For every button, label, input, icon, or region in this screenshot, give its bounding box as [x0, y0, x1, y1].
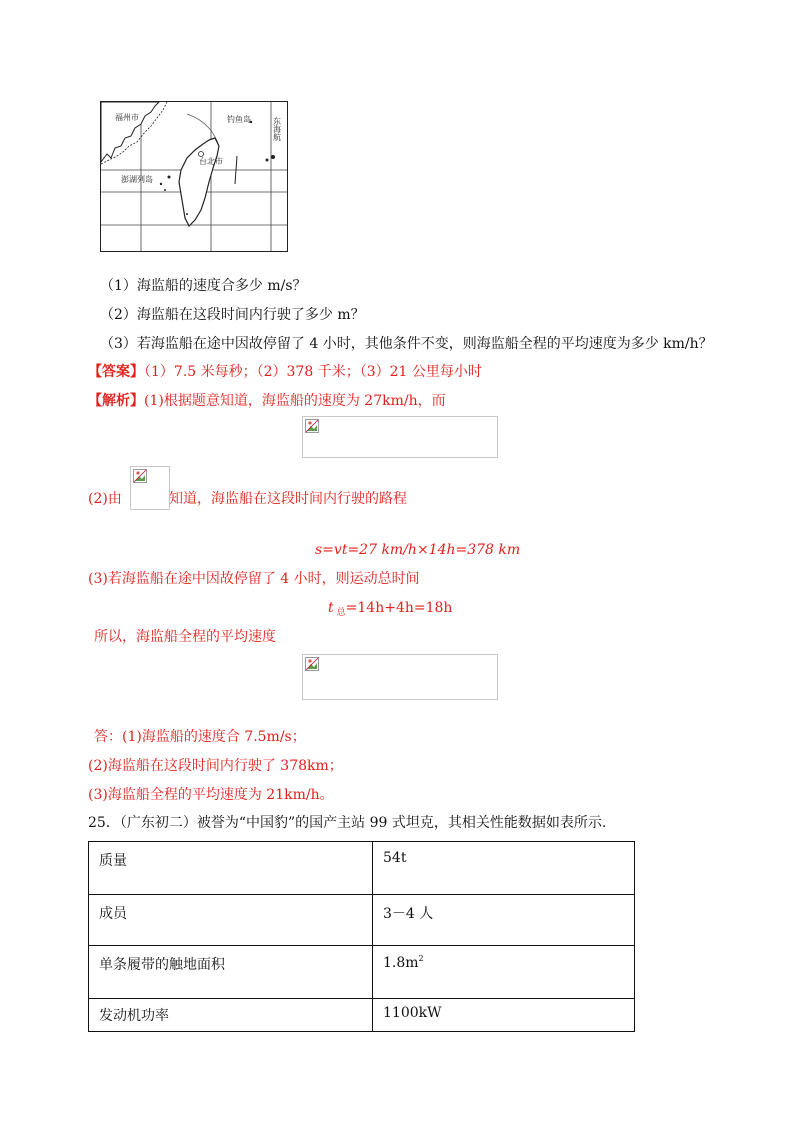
taiwan-map-figure [100, 101, 288, 252]
formula-total-time [328, 599, 452, 622]
area-unit-superscript: 2 [418, 954, 424, 963]
table-cell-key: 质量 [89, 842, 373, 895]
map-label-fuzhou: 福州市 [115, 113, 139, 122]
formula-distance: s=vt=27 km/h×14h=378 km [315, 542, 521, 558]
table-cell-key: 单条履带的触地面积 [89, 946, 373, 999]
map-label-diaoyu: 钓鱼岛 [227, 115, 251, 124]
formula-t-rest: =14h+4h=18h [345, 600, 453, 616]
table-cell-value: 54t [373, 842, 635, 895]
question-1: （1）海监船的速度合多少 m/s？ [100, 278, 307, 294]
broken-image-icon [305, 419, 319, 433]
answer-summary-1: 答：(1)海监船的速度合 7.5m/s； [94, 729, 306, 745]
answer-tag: 【答案】 [88, 364, 144, 380]
analysis-text-1: (1)根据题意知道，海监船的速度为 27km/h，而 [144, 393, 446, 409]
answer-summary-3: (3)海监船全程的平均速度为 21km/h。 [88, 787, 334, 803]
table-row [89, 946, 635, 999]
question-25: 25．（广东初二）被誉为“中国豹”的国产主站 99 式坦克，其相关性能数据如表所示. [88, 815, 607, 831]
answer-text: （1）7.5 米每秒；（2）378 千米；（3）21 公里每小时 [144, 364, 482, 380]
answer-line [88, 363, 482, 381]
analysis-line-1 [88, 392, 446, 410]
broken-image-icon [133, 469, 147, 483]
table-cell-key: 成员 [89, 895, 373, 946]
formula-image-3 [302, 654, 498, 700]
table-row [89, 999, 635, 1032]
answer-summary-2: (2)海监船在这段时间内行驶了 378km； [88, 758, 343, 774]
table-cell-value [373, 946, 635, 999]
table-cell-value: 1100kW [373, 999, 635, 1032]
formula-image-1 [302, 416, 498, 458]
table-row [89, 895, 635, 946]
tank-spec-table [88, 841, 635, 1032]
map-label-penghu: 澎湖列岛 [121, 175, 153, 184]
analysis-tag: 【解析】 [88, 393, 144, 409]
map-label-taipei: 台北市 [199, 157, 223, 166]
table-row [89, 842, 635, 895]
analysis-line-2-prefix: (2)由 [88, 491, 122, 507]
analysis-line-2-suffix: 知道，海监船在这段时间内行驶的路程 [169, 491, 407, 507]
formula-t-subscript: 总 [336, 608, 346, 618]
question-3: （3）若海监船在途中因故停留了 4 小时，其他条件不变，则海监船全程的平均速度为多少 km/h？ [100, 336, 713, 352]
table-cell-key: 发动机功率 [89, 999, 373, 1032]
area-value: 1.8m [383, 955, 419, 971]
analysis-line-3: (3)若海监船在途中因故停留了 4 小时，则运动总时间 [88, 571, 420, 587]
formula-t: t [328, 600, 334, 616]
broken-image-icon [305, 657, 319, 671]
question-2: （2）海监船在这段时间内行驶了多少 m？ [100, 307, 365, 323]
formula-image-2 [130, 466, 170, 510]
map-label-east: 东 海 航 [273, 117, 281, 142]
analysis-line-4: 所以，海监船全程的平均速度 [94, 629, 276, 645]
table-cell-value: 3－4 人 [373, 895, 635, 946]
